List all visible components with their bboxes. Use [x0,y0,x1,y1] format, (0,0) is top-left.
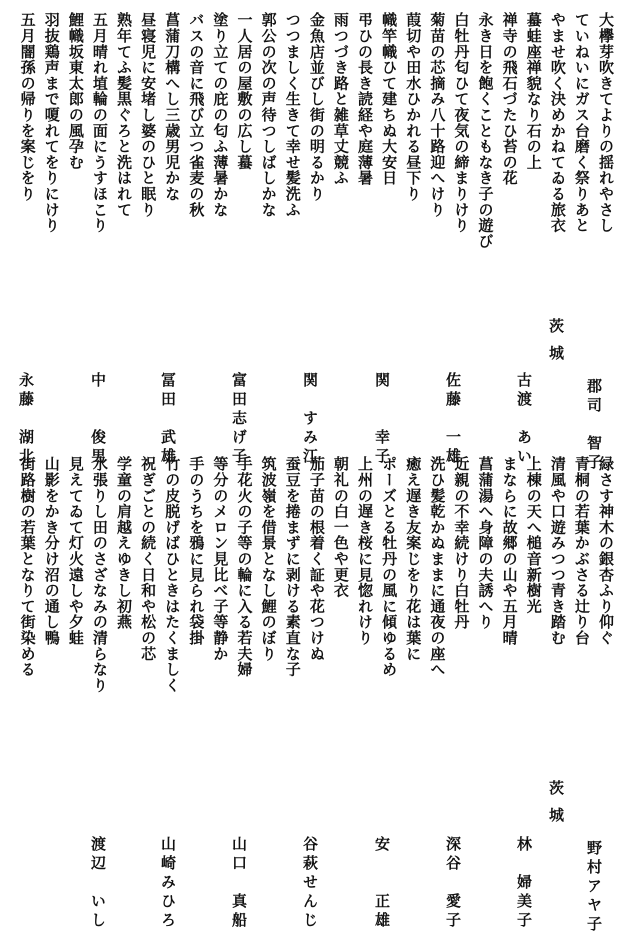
haiku-bottom-21: 学童の肩越えゆきし初燕 [115,456,133,630]
haiku-bottom-12: 朝礼の白一色や更衣 [331,456,350,599]
haiku-bottom-24: 山影をかき分け沼の通し鴨 [42,456,61,646]
haiku-bottom-17: 等分のメロン見比べ子等静か [211,456,230,662]
author-name: 永藤 湖北 [17,372,35,467]
haiku-top-9: 葭切や田水ひかれる昼下り [404,12,423,202]
haiku-bottom-4: 上棟の天へ槌音新樹光 [524,456,543,614]
haiku-top-20: 昼寝児に安堵し婆のひと眠り [139,12,158,218]
haiku-top-2: ていねいにガス台磨く祭りあと [572,12,591,234]
author-name: 谷萩せんじ [301,836,319,931]
haiku-bottom-10: ポーズとる牡丹の風に傾ゆるめ [380,456,399,678]
haiku-top-1: 大欅芽吹きてよりの揺れやさし [597,12,615,234]
haiku-bottom-19: 竹の皮脱げばひときはたくましく [163,456,182,693]
author-name: 古渡 あい [515,372,533,467]
haiku-top-11: 弔ひの長き読経や庭薄暑 [356,12,374,186]
author-name: 郡司 智子 [585,378,603,473]
haiku-bottom-11: 上州の遅き桜に見惚れけり [356,456,374,646]
haiku-top-25: 五月闇孫の帰りを案じをり [18,12,37,202]
prefecture-label: 茨城 [547,318,565,372]
haiku-bottom-3: 清風や口遊みつつ青き踏む [548,456,567,646]
haiku-top-12: 雨つづき路と雑草丈競ふ [331,12,350,186]
haiku-bottom-18: 手のうちを鴉に見られ袋掛 [187,456,206,646]
haiku-top-5: 禅寺の飛石づたひ苔の花 [500,12,519,186]
haiku-top-13: 金魚店並びし街の明るかり [307,12,326,202]
haiku-bottom-23: 見えてゐて灯火遠しや夕蛙 [66,456,85,646]
haiku-bottom-14: 蚕豆を捲まずに剥ける素直な子 [283,456,302,678]
haiku-bottom-7: 近親の不幸続けり白牡丹 [452,456,471,630]
author-name: 山口 真船 [230,836,248,931]
haiku-bottom-6: 菖蒲湯へ身障の夫誘へり [476,456,495,630]
author-name: 林 婦美子 [515,836,533,931]
prefecture-label: 茨城 [547,780,565,834]
author-name: 深谷 愛子 [444,836,462,931]
author-name: 中 俊男 [89,372,107,467]
haiku-top-8: 菊苗の芯摘み八十路迎へけり [428,12,447,218]
author-name: 富田志げ子 [230,372,248,467]
haiku-bottom-2: 青桐の若葉かぶさる辻り台 [572,456,591,646]
haiku-bottom-9: 癒え遅き友案じをり花は葉に [404,456,423,662]
haiku-top-10: 幟竿幟ひて建ちぬ大安日 [380,12,399,186]
haiku-top-15: 郭公の次の声待つしばしかな [259,12,278,218]
author-name: 安 正雄 [373,836,391,931]
haiku-bottom-1: 緑さす神木の銀杏ふり仰ぐ [597,456,615,646]
haiku-bottom-20: 祝ぎごとの続く日和や松の芯 [139,456,158,662]
haiku-bottom-16: 手花火の子等の輪に入る若夫婦 [235,456,254,678]
haiku-top-22: 五月晴れ埴輪の面にうすほこり [90,12,109,234]
author-name: 野村アヤ子 [585,840,603,935]
haiku-bottom-13: 茄子苗の根着く証や花つけぬ [307,456,326,662]
haiku-top-7: 白牡丹匂ひて夜気の締まりけり [452,12,471,234]
haiku-bottom-8: 洗ひ髪乾かぬままに通夜の座へ [428,456,447,678]
haiku-bottom-15: 筑波嶺を借景となし鯉のぼり [259,456,278,662]
haiku-top-18: バスの音に飛び立つ雀麦の秋 [187,12,206,218]
haiku-top-3: やませ吹く決めかねてゐる旅衣 [548,12,567,234]
author-name: 関 すみ江 [301,372,319,467]
haiku-top-16: 一人居の屋敷の広し蟇 [235,12,254,170]
haiku-top-6: 永き日を飽くこともなき子の遊び [476,12,495,249]
haiku-bottom-5: まならに故郷の山や五月晴 [500,456,519,646]
haiku-top-14: つつましく生きて幸せ髪洗ふ [283,12,302,218]
haiku-top-4: 蟇蛙座禅貌なり石の上 [524,12,543,170]
haiku-bottom-22: 水張りし田のさざなみの清らなり [90,456,109,693]
haiku-top-24: 羽抜鶏声まで嗄れてをりにけり [42,12,61,234]
haiku-top-17: 塗り立ての庇の匂ふ薄暑かな [211,12,230,218]
haiku-bottom-25: 街路樹の若葉となりて街染める [18,456,37,678]
author-name: 冨田 武雄 [159,372,177,467]
haiku-top-19: 菖蒲刀構へし三歳男児かな [163,12,182,202]
author-name: 山崎みひろ [159,836,177,931]
haiku-top-21: 熟年てふ髪黒ぐろと洗はれて [115,12,133,218]
haiku-top-23: 鯉幟坂東太郎の風孕む [66,12,85,170]
author-name: 渡辺 いし [89,836,107,931]
author-name: 佐藤 一雄 [444,372,462,467]
author-name: 関 幸子 [373,372,391,467]
